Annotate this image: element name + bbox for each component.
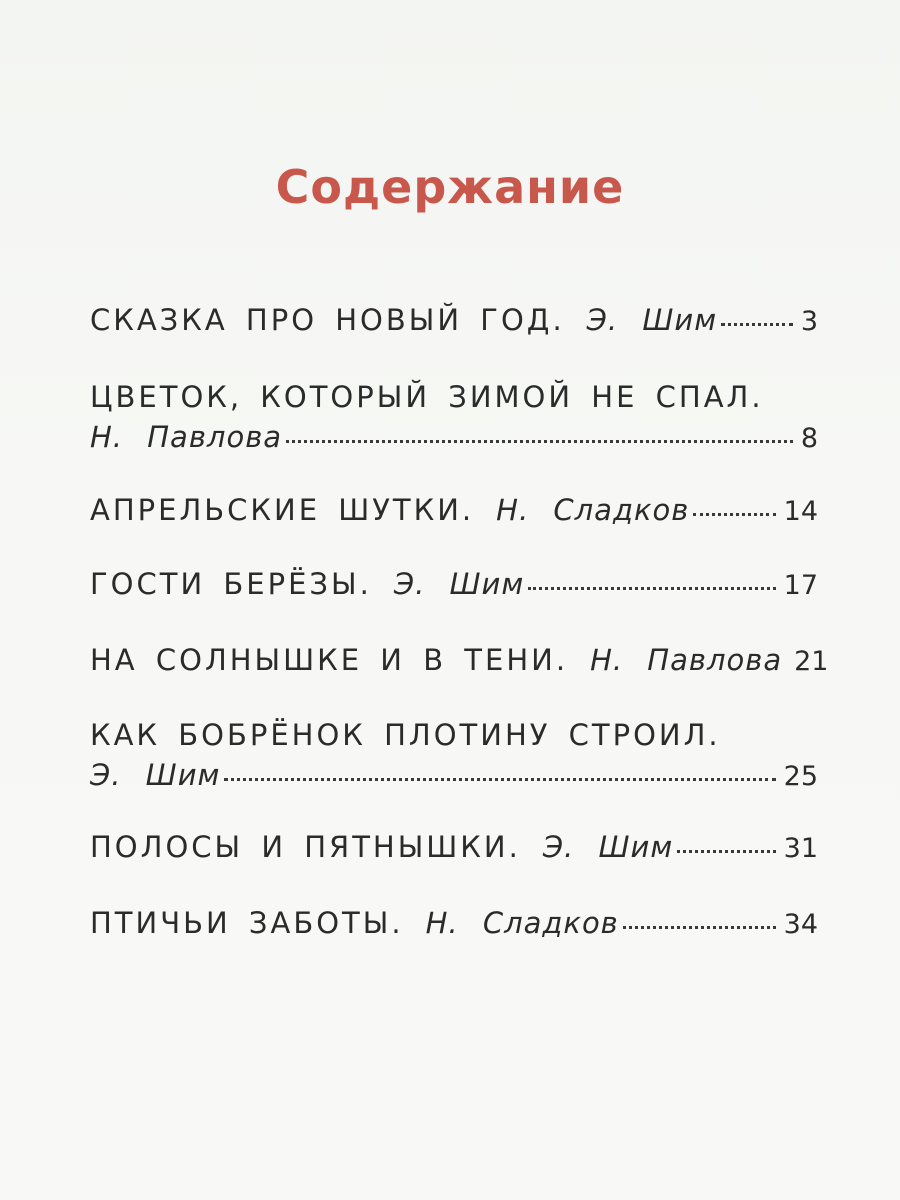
entry-title: ЦВЕТОК, КОТОРЫЙ ЗИМОЙ НЕ СПАЛ. xyxy=(90,380,764,414)
entry-title: ГОСТИ БЕРЁЗЫ. xyxy=(90,567,372,601)
entry-page-number: 34 xyxy=(783,909,818,940)
entry-page-number: 3 xyxy=(800,306,818,337)
entry-author: Э. Шим xyxy=(393,567,525,601)
dot-leader xyxy=(623,920,776,929)
toc-entry xyxy=(90,640,829,682)
contents-heading: Содержание xyxy=(275,160,625,214)
dot-leader xyxy=(224,772,775,781)
entry-author: Н. Сладков xyxy=(425,906,619,940)
toc-entry xyxy=(90,377,818,459)
entry-page-number: 25 xyxy=(783,761,818,792)
entry-author: Э. Шим xyxy=(542,830,674,864)
toc-entry xyxy=(90,827,818,869)
dot-leader xyxy=(677,844,775,853)
toc-entry xyxy=(90,300,818,342)
dot-leader xyxy=(693,507,775,516)
entry-title: СКАЗКА ПРО НОВЫЙ ГОД. xyxy=(90,303,565,337)
entry-page-number: 8 xyxy=(800,423,818,454)
entry-title: АПРЕЛЬСКИЕ ШУТКИ. xyxy=(90,493,475,527)
toc-entry xyxy=(90,903,818,945)
dot-leader xyxy=(528,581,775,590)
entry-page-number: 17 xyxy=(783,570,818,601)
entry-author: Э. Шим xyxy=(586,303,718,337)
entry-title: ПТИЧЬИ ЗАБОТЫ. xyxy=(90,906,404,940)
entry-author: Э. Шим xyxy=(90,758,221,792)
entry-author: Н. Павлова xyxy=(590,643,783,677)
entry-page-number: 14 xyxy=(783,496,818,527)
dot-leader xyxy=(721,317,793,326)
entry-page-number: 21 xyxy=(794,646,829,677)
toc-entry xyxy=(90,715,818,797)
toc-entry xyxy=(90,490,818,532)
entry-title: ПОЛОСЫ И ПЯТНЫШКИ. xyxy=(90,830,521,864)
entry-author: Н. Сладков xyxy=(496,493,690,527)
dot-leader xyxy=(286,434,793,443)
entry-page-number: 31 xyxy=(783,833,818,864)
toc-entry xyxy=(90,564,818,606)
entry-title: КАК БОБРЁНОК ПЛОТИНУ СТРОИЛ. xyxy=(90,718,721,752)
entry-title: НА СОЛНЫШКЕ И В ТЕНИ. xyxy=(90,643,569,677)
entry-author: Н. Павлова xyxy=(90,420,283,454)
